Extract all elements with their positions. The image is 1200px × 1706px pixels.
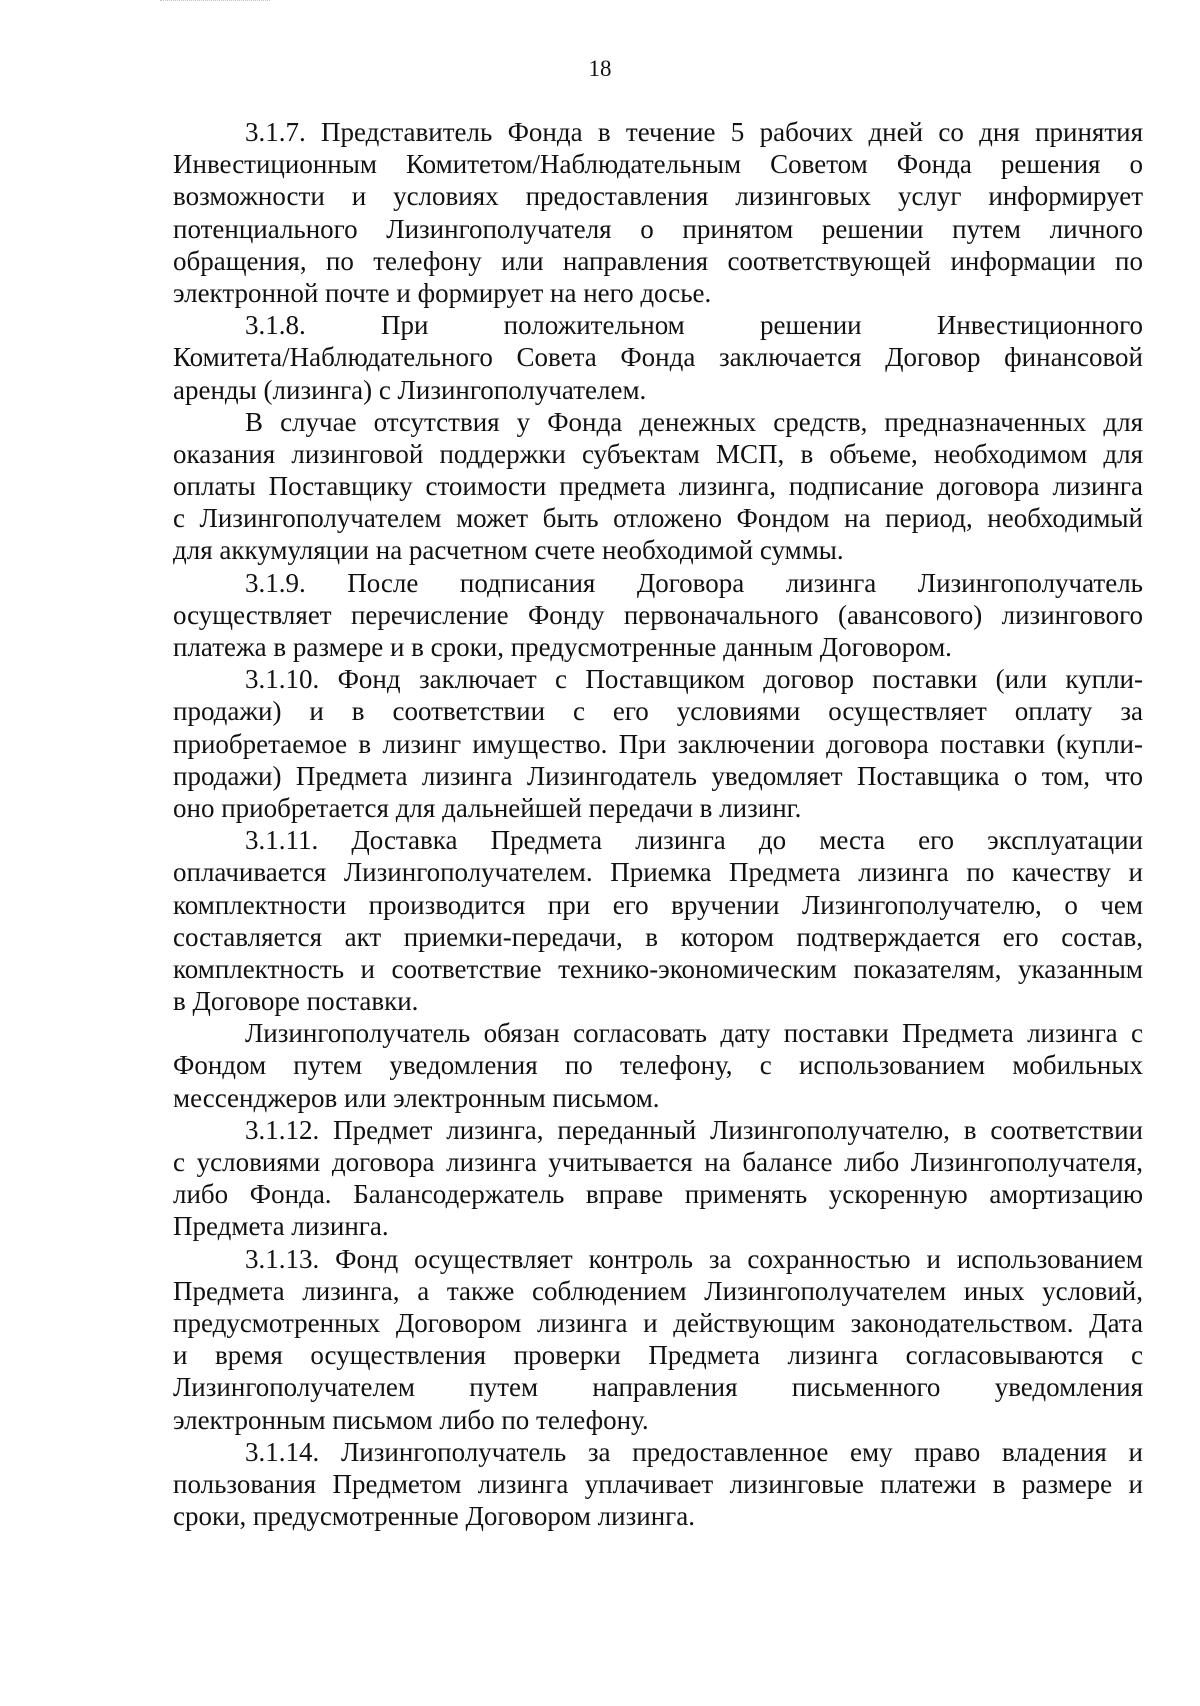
text-line: аренды (лизинга) с Лизингополучателем. <box>173 374 647 405</box>
scan-artifact <box>160 0 270 7</box>
text-line: продажи) Предмета лизинга Лизингодатель уведомляет Поставщика о том, что <box>173 760 1143 791</box>
paragraph <box>173 1017 1143 1114</box>
text-line: сроки, предусмотренные Договором лизинга. <box>173 1501 695 1532</box>
paragraph <box>173 567 1143 664</box>
text-line: Предмета лизинга, а также соблюдением Лизингополучателем иных условий, <box>173 1275 1143 1306</box>
paragraph <box>173 116 1143 309</box>
text-line: комплектность и соответствие технико-экономическим показателям, указанным <box>173 953 1143 984</box>
text-line: оплаты Поставщику стоимости предмета лизинга, подписание договора лизинга <box>173 471 1143 502</box>
paragraph <box>173 824 1143 1017</box>
text-line: комплектности производится при его вручении Лизингополучателю, о чем <box>173 889 1143 920</box>
text-line: оплачивается Лизингополучателем. Приемка Предмета лизинга по качеству и <box>173 857 1143 888</box>
text-line: 3.1.10. Фонд заключает с Поставщиком договор поставки (или купли- <box>245 664 1143 695</box>
text-line: 3.1.8. При положительном решении Инвестиционного <box>245 310 1143 341</box>
text-line: и время осуществления проверки Предмета лизинга согласовываются с <box>173 1340 1143 1371</box>
page-number: 18 <box>588 56 612 81</box>
text-line: Инвестиционным Комитетом/Наблюдательным Советом Фонда решения о <box>173 149 1143 180</box>
text-line: 3.1.9. После подписания Договора лизинга Лизингополучатель <box>245 567 1143 598</box>
text-line: 3.1.14. Лизингополучатель за предоставленное ему право владения и <box>245 1436 1143 1467</box>
text-line: приобретаемое в лизинг имущество. При заключении договора поставки (купли- <box>173 728 1143 759</box>
text-line: осуществляет перечисление Фонду первоначального (авансового) лизингового <box>173 599 1143 630</box>
text-line: предусмотренных Договором лизинга и действующим законодательством. Дата <box>173 1307 1143 1338</box>
text-line: электронным письмом либо по телефону. <box>173 1404 649 1435</box>
text-line: электронной почте и формирует на него досье. <box>173 277 712 308</box>
text-line: для аккумуляции на расчетном счете необходимой суммы. <box>173 535 844 566</box>
text-line: Предмета лизинга. <box>173 1211 389 1242</box>
paragraph <box>173 1436 1143 1533</box>
text-line: возможности и условиях предоставления лизинговых услуг информирует <box>173 181 1143 212</box>
text-line: Комитета/Наблюдательного Совета Фонда заключается Договор финансовой <box>173 342 1143 373</box>
text-line: 3.1.11. Доставка Предмета лизинга до места его эксплуатации <box>245 825 1143 856</box>
text-line: обращения, по телефону или направления соответствующей информации по <box>173 245 1143 276</box>
text-line: В случае отсутствия у Фонда денежных средств, предназначенных для <box>245 406 1143 437</box>
text-line: мессенджеров или электронным письмом. <box>173 1082 660 1113</box>
paragraph <box>173 406 1143 567</box>
text-line: в Договоре поставки. <box>173 986 419 1017</box>
text-line: оно приобретается для дальнейшей передачи в лизинг. <box>173 792 802 823</box>
text-line: оказания лизинговой поддержки субъектам МСП, в объеме, необходимом для <box>173 438 1143 469</box>
text-line: пользования Предметом лизинга уплачивает лизинговые платежи в размере и <box>173 1468 1143 1499</box>
text-line: 3.1.13. Фонд осуществляет контроль за сохранностью и использованием <box>245 1243 1143 1274</box>
text-line: с Лизингополучателем может быть отложено Фондом на период, необходимый <box>173 503 1143 534</box>
paragraph <box>173 663 1143 824</box>
document-body <box>173 116 1143 1532</box>
paragraph <box>173 1243 1143 1436</box>
text-line: составляется акт приемки-передачи, в котором подтверждается его состав, <box>173 921 1143 952</box>
text-line: с условиями договора лизинга учитывается на балансе либо Лизингополучателя, <box>173 1147 1143 1177</box>
text-line: платежа в размере и в сроки, предусмотренные данным Договором. <box>173 632 952 662</box>
text-line: 3.1.7. Представитель Фонда в течение 5 рабочих дней со дня принятия <box>245 117 1143 147</box>
text-line: Лизингополучатель обязан согласовать дату поставки Предмета лизинга с <box>245 1018 1143 1049</box>
paragraph <box>173 309 1143 406</box>
text-line: потенциального Лизингополучателя о принятом решении путем личного <box>173 213 1143 244</box>
text-line: Лизингополучателем путем направления письменного уведомления <box>173 1372 1143 1403</box>
paragraph <box>173 1114 1143 1243</box>
text-line: продажи) и в соответствии с его условиями осуществляет оплату за <box>173 696 1143 727</box>
text-line: Фондом путем уведомления по телефону, с использованием мобильных <box>173 1050 1143 1081</box>
text-line: либо Фонда. Балансодержатель вправе применять ускоренную амортизацию <box>173 1179 1143 1210</box>
text-line: 3.1.12. Предмет лизинга, переданный Лизингополучателю, в соответствии <box>245 1114 1143 1145</box>
